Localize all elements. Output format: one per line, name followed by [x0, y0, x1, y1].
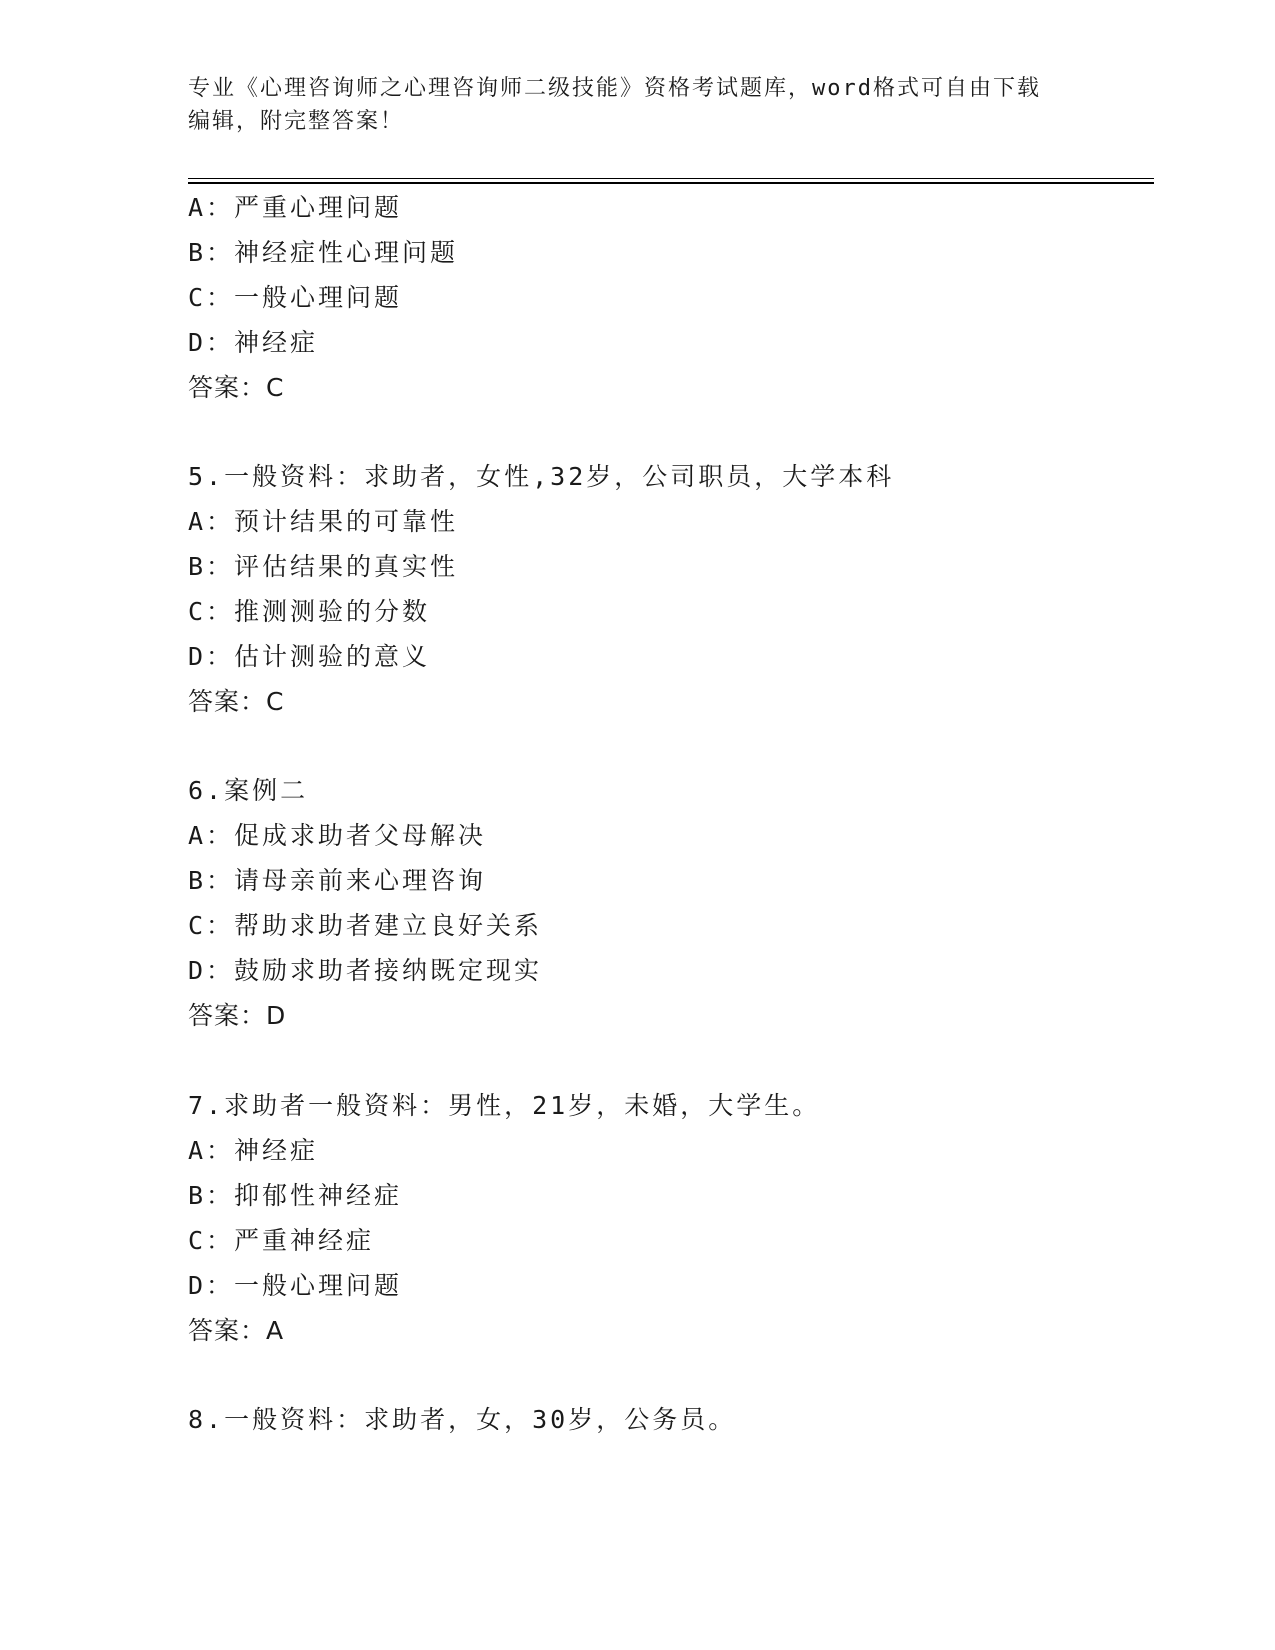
answer-line: 答案：C: [188, 373, 285, 402]
option-d: D：神经症: [188, 328, 319, 357]
question-8: 8.一般资料：求助者，女，30岁，公务员。: [188, 1405, 737, 1434]
option-a: A：严重心理问题: [188, 193, 403, 222]
header-divider-top: [188, 178, 1154, 179]
question-5: 5.一般资料：求助者，女性,32岁，公司职员，大学本科: [188, 462, 895, 491]
document-header: [188, 72, 1088, 138]
option-c: C：推测测验的分数: [188, 597, 431, 626]
option-b: B：神经症性心理问题: [188, 238, 459, 267]
option-c: C：帮助求助者建立良好关系: [188, 911, 543, 940]
header-line-2: 编辑，附完整答案！: [188, 109, 405, 134]
option-a: A：预计结果的可靠性: [188, 507, 459, 536]
option-a: A：神经症: [188, 1136, 319, 1165]
option-d: D：一般心理问题: [188, 1271, 403, 1300]
option-a: A：促成求助者父母解决: [188, 821, 487, 850]
answer-line: 答案：C: [188, 687, 285, 716]
option-b: B：评估结果的真实性: [188, 552, 459, 581]
question-6: 6.案例二: [188, 776, 309, 805]
option-b: B：抑郁性神经症: [188, 1181, 403, 1210]
question-7: 7.求助者一般资料：男性，21岁，未婚，大学生。: [188, 1091, 821, 1120]
option-d: D：鼓励求助者接纳既定现实: [188, 956, 543, 985]
answer-line: 答案：A: [188, 1316, 285, 1345]
option-c: C：一般心理问题: [188, 283, 403, 312]
option-c: C：严重神经症: [188, 1226, 375, 1255]
header-divider-bottom: [188, 182, 1154, 184]
answer-line: 答案：D: [188, 1001, 287, 1030]
option-b: B：请母亲前来心理咨询: [188, 866, 487, 895]
option-d: D：估计测验的意义: [188, 642, 431, 671]
header-line-1: 专业《心理咨询师之心理咨询师二级技能》资格考试题库，word格式可自由下载: [188, 76, 1041, 101]
